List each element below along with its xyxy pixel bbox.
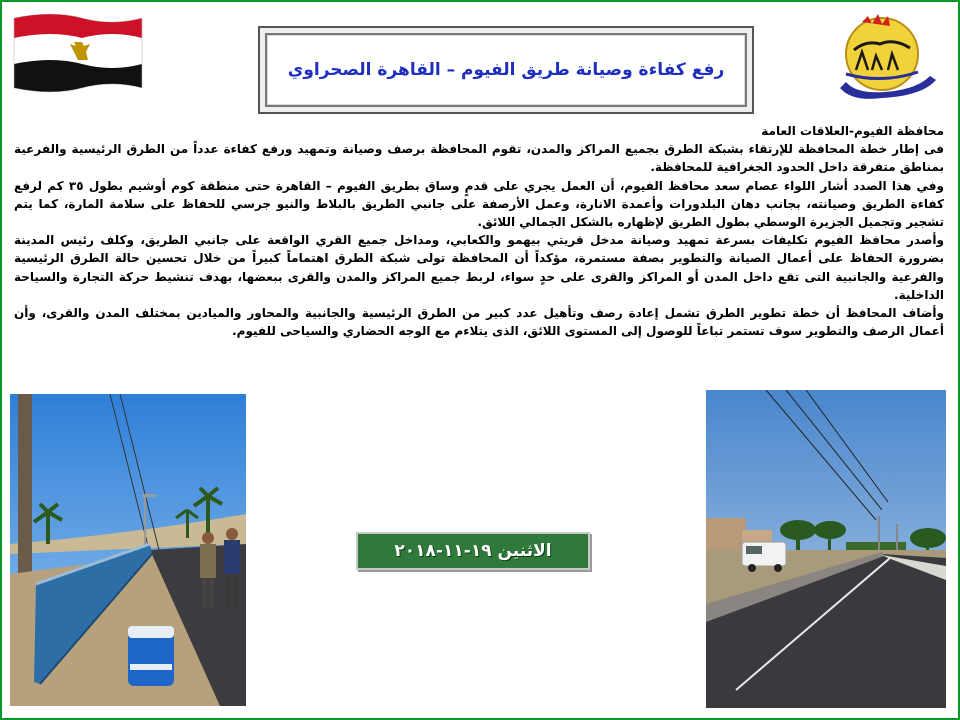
title-box xyxy=(258,26,754,114)
article-paragraph: وفي هذا الصدد أشار اللواء عصام سعد محافظ الفيوم، أن العمل يجري على قدمٍ وساق بطريق الفيوم – القاهرة حتى منطقة كوم أوشيم بطول ٣٥ كم لرفع كفاءة الطريق وصيانته، بجانب دهان البلدورات وأعمدة الانارة، وعمل الأرصفة على جانبي الطريق بالبلاط والنيو جرسي للحفاظ على سلامة المارة، كما يتم تشجير وتجميل الجزيرة الوسطي بطول الطريق لإظهاره بالشكل الجمالي اللائق. xyxy=(14,178,944,230)
date-text: الاثنين ١٩-١١-٢٠١٨ xyxy=(394,541,552,561)
date-badge xyxy=(356,532,590,570)
page-title: رفع كفاءة وصيانة طريق الفيوم – القاهرة الصحراوي xyxy=(287,60,725,80)
fayoum-governorate-logo xyxy=(832,10,942,104)
roadside-workers-photo xyxy=(10,394,246,706)
article-paragraph: وأضاف المحافظ أن خطة تطوير الطرق تشمل إعادة رصف وتأهيل عدد كبير من الطرق الرئيسية والجانبية والمحاور والميادين بمختلف المدن والقرى، وأن أعمال الرصف والتطوير سوف تستمر تباعاً للوصول إلى المستوى اللائق، الذى يتلاءم مع الوجه الحضاري والسياحى للفيوم. xyxy=(14,306,944,339)
article-source: محافظة الفيوم-العلاقات العامة xyxy=(761,124,944,138)
egypt-flag-icon xyxy=(12,8,144,96)
article-body xyxy=(14,122,944,390)
title-inner xyxy=(268,36,744,104)
article-paragraph: فى إطار خطة المحافظة للإرتقاء بشبكة الطرق بجميع المراكز والمدن، تقوم المحافظة برصف وصيانة وتمهيد ورفع كفاءة عدداً من الطرق الرئيسية والفرعية بمناطق متفرقة داخل الحدود الجغرافية للمحافظة. xyxy=(14,142,944,175)
article-paragraph: وأصدر محافظ الفيوم تكليفات بسرعة تمهيد وصيانة مدخل قريتي بيهمو والكعابي، ومداخل جميع القري الواقعة على جانبي الطريق، وكلف رئيس المدينة بضرورة الحفاظ على أعمال الصيانة والتطوير بصفة مستمرة، مؤكداً أن المحافظة تولى شبكة الطرق اهتماماً كبيراً من خلال تحسين حالة الطرق الرئيسية والفرعية والجانبية التى تقع داخل المدن أو المراكز والقرى على حدٍ سواء، لربط جميع المراكز والمدن والقرى ببعضها، بهدف تنشيط حركة التجارة والسياحة الداخلية. xyxy=(14,233,944,302)
paved-road-photo xyxy=(706,390,946,708)
